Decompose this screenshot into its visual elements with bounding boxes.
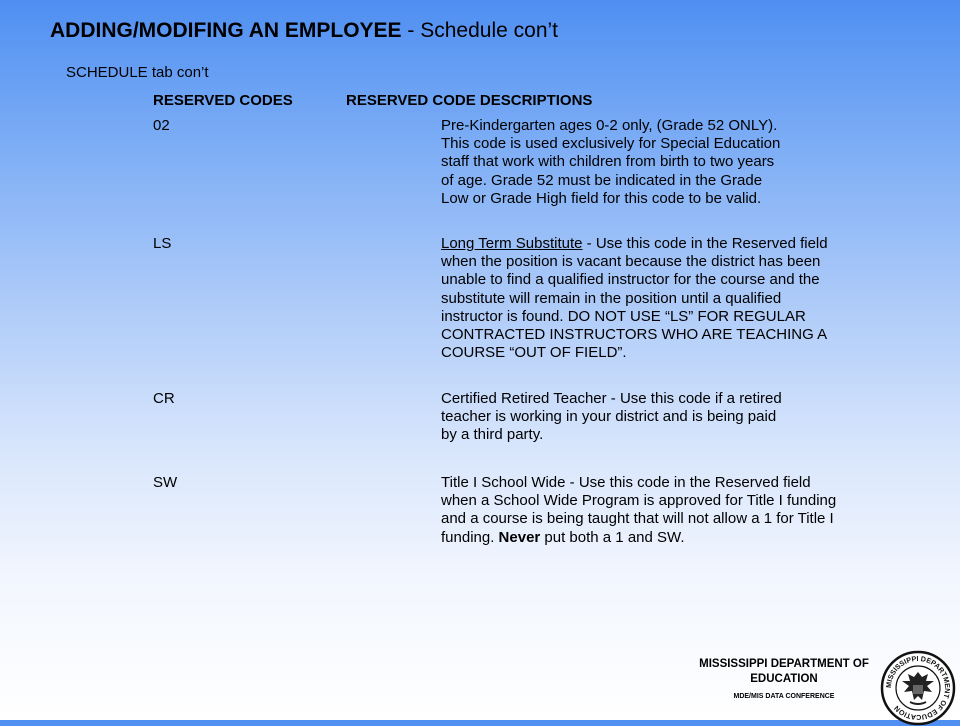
footer-organization xyxy=(684,657,884,687)
description-line: teacher is working in your district and is being paid xyxy=(441,408,777,426)
description-line: Certified Retired Teacher - Use this code if a retired xyxy=(441,390,782,407)
description-text: put both a 1 and SW. xyxy=(540,528,685,546)
description-line: COURSE “OUT OF FIELD”. xyxy=(441,344,627,362)
slide-title xyxy=(50,19,558,43)
code-label: CR xyxy=(153,390,175,407)
code-description xyxy=(441,474,911,547)
seal-text: MISSISSIPPI DEPARTMENT OF EDUCATION xyxy=(883,653,953,723)
description-line: This code is used exclusively for Special Education xyxy=(441,135,781,153)
description-line: instructor is found. DO NOT USE “LS” FOR REGULAR xyxy=(441,307,806,325)
code-label: SW xyxy=(153,474,178,491)
code-label: 02 xyxy=(153,117,170,134)
description-line: when the position is vacant because the district has been xyxy=(441,253,821,271)
title-main: ADDING/MODIFING AN EMPLOYEE xyxy=(50,19,402,42)
underlined-term: Long Term Substitute xyxy=(441,235,583,252)
description-line: of age. Grade 52 must be indicated in the Grade xyxy=(441,171,763,189)
description-line: by a third party. xyxy=(441,426,544,444)
description-line: unable to find a qualified instructor for the course and the xyxy=(441,271,820,289)
emphasis-never: Never xyxy=(498,528,541,546)
footer-org-line1: MISSISSIPPI DEPARTMENT OF xyxy=(699,658,869,670)
code-description xyxy=(441,117,911,208)
description-line: Title I School Wide - Use this code in the Reserved field xyxy=(441,474,811,491)
description-line: and a course is being taught that will not allow a 1 for Title I xyxy=(441,510,834,528)
section-subtitle: SCHEDULE tab con’t xyxy=(66,64,209,81)
description-text: funding. xyxy=(441,528,499,546)
header-reserved-code-descriptions: RESERVED CODE DESCRIPTIONS xyxy=(346,92,593,109)
description-line: Low or Grade High field for this code to be valid. xyxy=(441,189,762,207)
code-description xyxy=(441,390,911,445)
header-reserved-codes: RESERVED CODES xyxy=(153,92,293,109)
description-line: when a School Wide Program is approved for Title I funding xyxy=(441,492,837,510)
code-label: LS xyxy=(153,235,172,252)
footer-conference: MDE/MIS DATA CONFERENCE xyxy=(733,693,835,700)
description-line: CONTRACTED INSTRUCTORS WHO ARE TEACHING A xyxy=(441,326,828,344)
footer-org-line2: EDUCATION xyxy=(750,673,818,685)
footer xyxy=(684,657,884,700)
description-line: substitute will remain in the position until a qualified xyxy=(441,289,782,307)
state-seal-eagle-icon xyxy=(880,650,956,726)
description-line: Pre-Kindergarten ages 0-2 only, (Grade 52 ONLY). xyxy=(441,117,778,134)
description-line xyxy=(441,235,911,253)
title-suffix: - Schedule con’t xyxy=(407,19,559,42)
description-text: - Use this code in the Reserved field xyxy=(582,235,828,252)
description-line xyxy=(441,529,911,547)
description-line: staff that work with children from birth to two years xyxy=(441,153,775,171)
code-description xyxy=(441,235,911,362)
